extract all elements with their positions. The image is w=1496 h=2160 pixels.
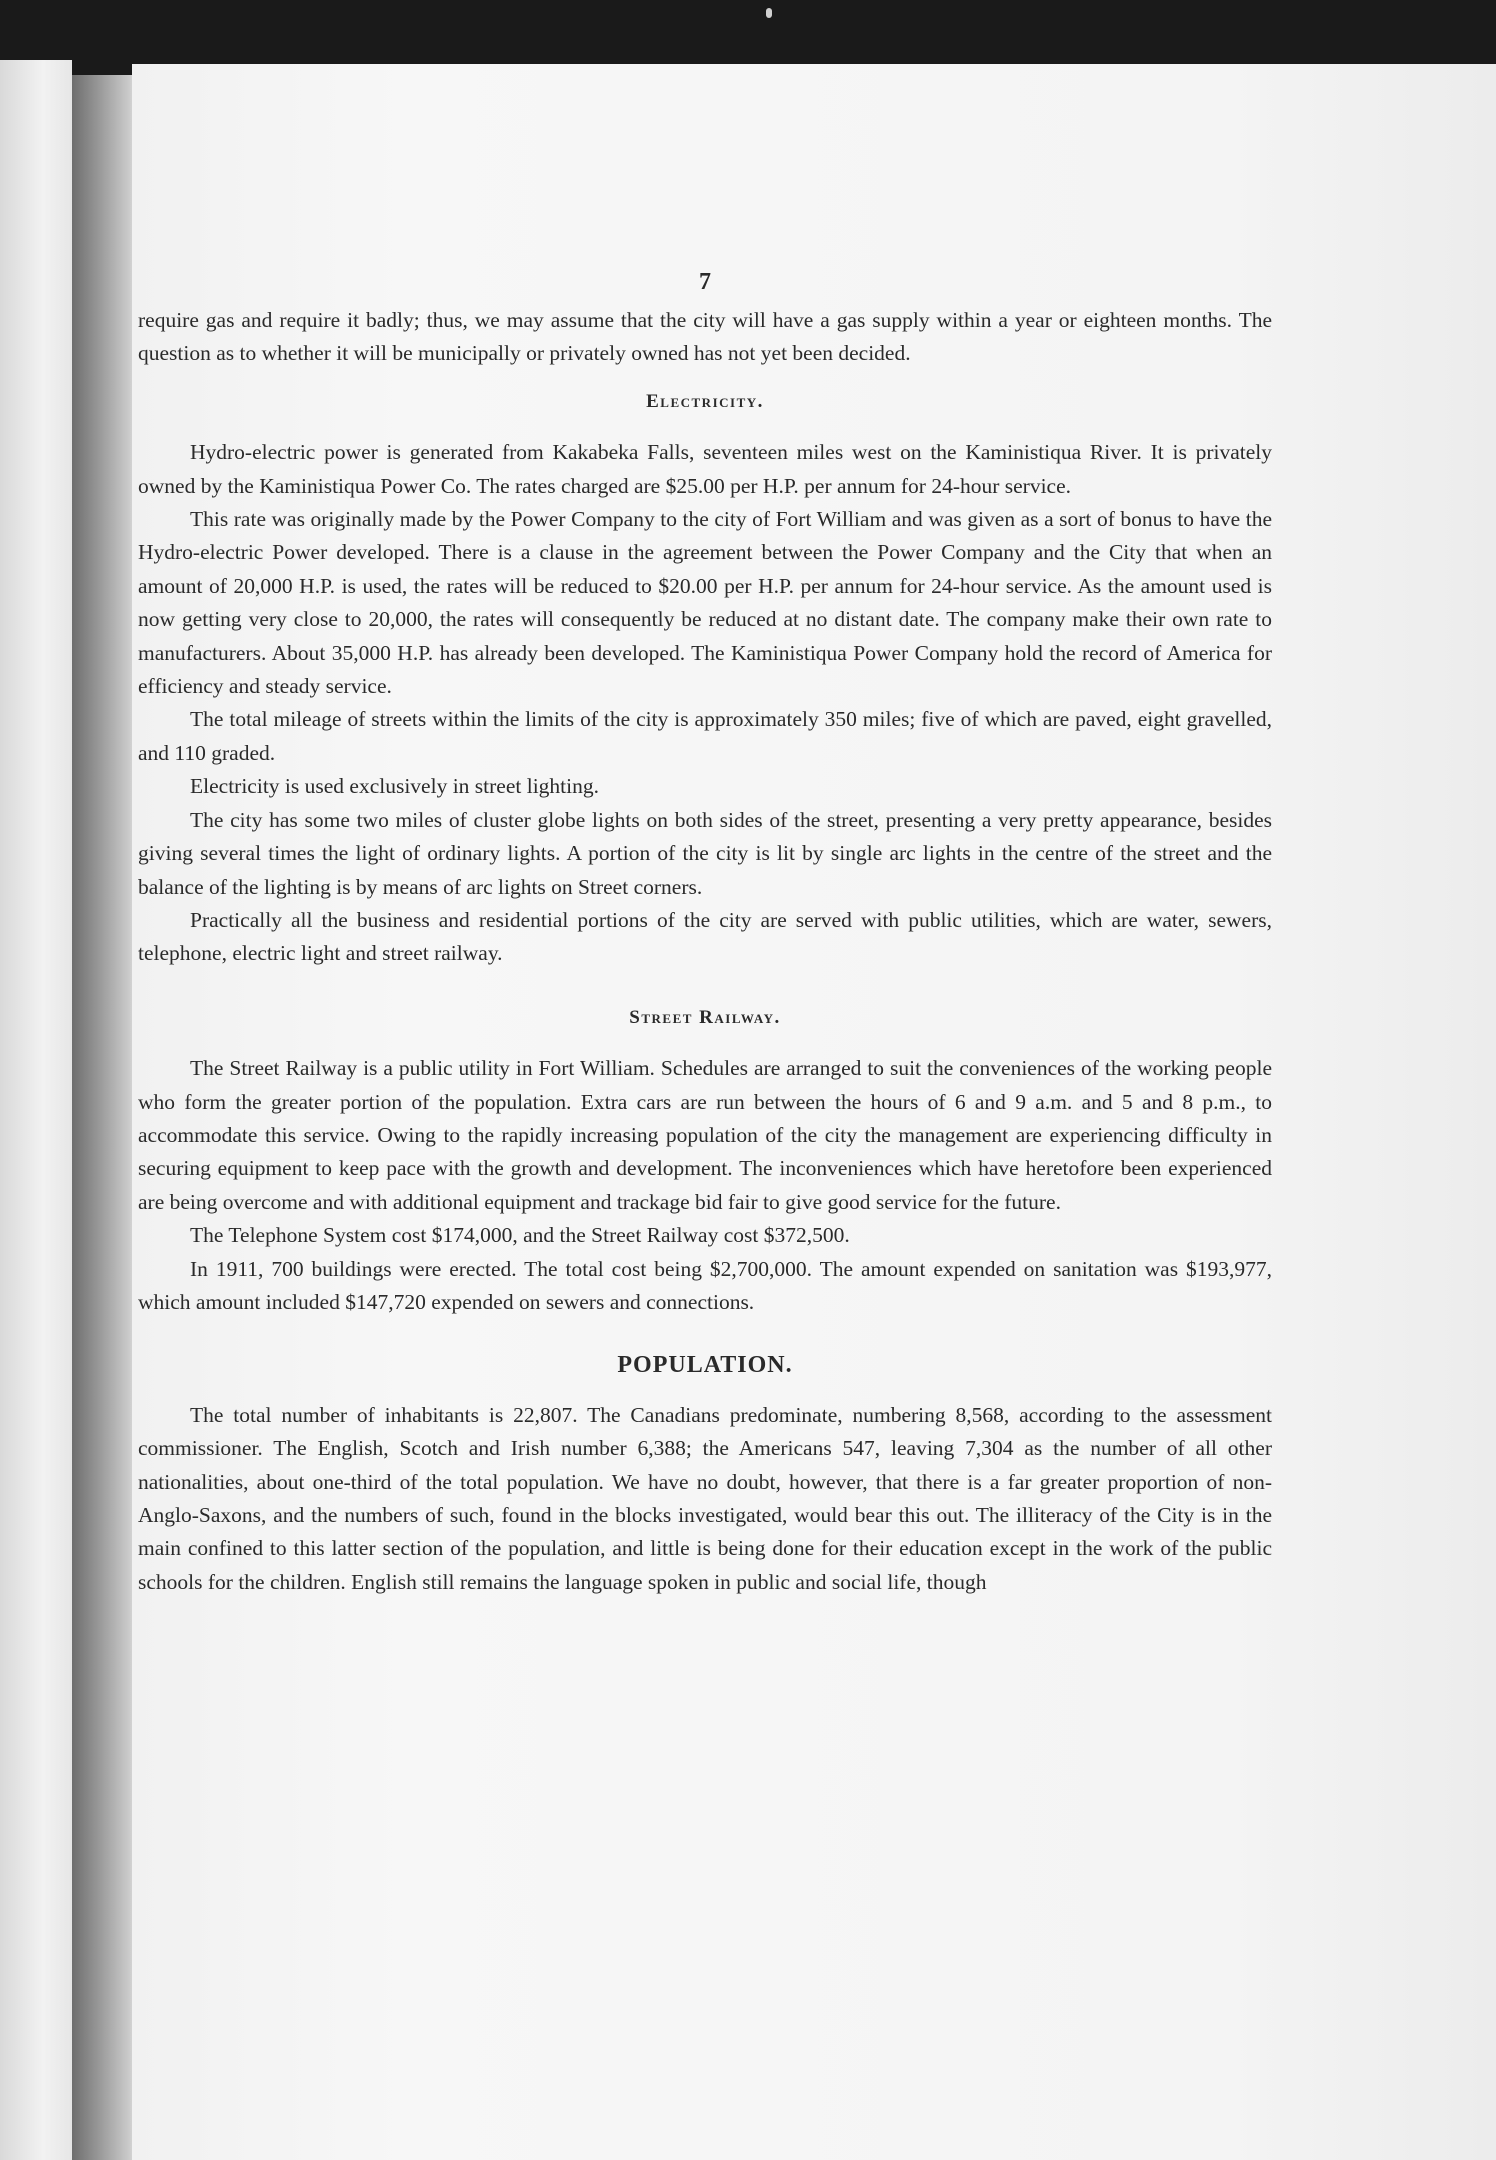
intro-paragraph: require gas and require it badly; thus, we may assume that the city will have a gas supply within a year or eighteen months. The question as to whether it will be municipally or privately owned has not yet been decided. xyxy=(138,308,1272,366)
page-text xyxy=(138,266,1272,1599)
street-railway-paragraph: In 1911, 700 buildings were erected. The total cost being $2,700,000. The amount expended on sanitation was $193,977, which amount included $147,720 expended on sewers and connections. xyxy=(138,1256,1272,1314)
facing-page-edge xyxy=(0,60,72,2160)
electricity-paragraph: Electricity is used exclusively in street lighting. xyxy=(190,774,600,799)
scan-artifact xyxy=(766,8,772,18)
electricity-heading: Electricity. xyxy=(646,390,764,412)
street-railway-paragraph: The Telephone System cost $174,000, and the Street Railway cost $372,500. xyxy=(190,1223,850,1248)
electricity-paragraph: Practically all the business and residential portions of the city are served with public utilities, which are water, sewers, telephone, electric light and street railway. xyxy=(138,907,1272,966)
street-railway-heading: Street Railway. xyxy=(629,1006,781,1028)
street-railway-paragraph: The Street Railway is a public utility in Fort William. Schedules are arranged to suit the conveniences of the working people who form the greater portion of the population. Extra cars are run between the hours of 6 and 9 a.m. and 5 and 8 p.m., to accommodate this service. Owing to the rapidly increasing population of the city the management are experiencing difficulty in securing equipment to keep pace with the growth and development. The inconveniences which have heretofore been experienced are being overcome and with additional equipment and trackage bid fair to give good service for the future. xyxy=(138,1056,1272,1214)
electricity-paragraph: Hydro-electric power is generated from Kakabeka Falls, seventeen miles west on the Kaministiqua River. It is privately owned by the Kaministiqua Power Co. The rates charged are $25.00 per H.P. per annum for 24-hour service. xyxy=(138,440,1272,498)
population-heading: POPULATION. xyxy=(617,1352,793,1379)
electricity-paragraph: This rate was originally made by the Power Company to the city of Fort William and was given as a sort of bonus to have the Hydro-electric Power developed. There is a clause in the agreement between the Power Company and the City that when an amount of 20,000 H.P. is used, the rates will be reduced to $20.00 per H.P. per annum for 24-hour service. As the amount used is now getting very close to 20,000, the rates will consequently be reduced at no distant date. The company make their own rate to manufacturers. About 35,000 H.P. has already been developed. The Kaministiqua Power Company hold the record of America for efficiency and steady service. xyxy=(138,507,1272,699)
electricity-paragraph: The total mileage of streets within the limits of the city is approximately 350 miles; five of which are paved, eight gravelled, and 110 graded. xyxy=(138,707,1272,765)
electricity-paragraph: The city has some two miles of cluster globe lights on both sides of the street, presenting a very pretty appearance, besides giving several times the light of ordinary lights. A portion of the city is lit by single arc lights in the centre of the street and the balance of the lighting is by means of arc lights on Street corners. xyxy=(138,807,1272,899)
page-number: 7 xyxy=(699,269,711,295)
population-paragraph: The total number of inhabitants is 22,807. The Canadians predominate, numbering 8,568, according to the assessment commissioner. The English, Scotch and Irish number 6,388; the Americans 547, leaving 7,304 as the number of all other nationalities, about one-third of the total population. We have no doubt, however, that there is a far greater proportion of non-Anglo-Saxons, and the numbers of such, found in the blocks investigated, would bear this out. The illiteracy of the City is in the main confined to this latter section of the population, and little is being done for their education except in the work of the public schools for the children. English still remains the language spoken in public and social life, though xyxy=(138,1402,1272,1594)
